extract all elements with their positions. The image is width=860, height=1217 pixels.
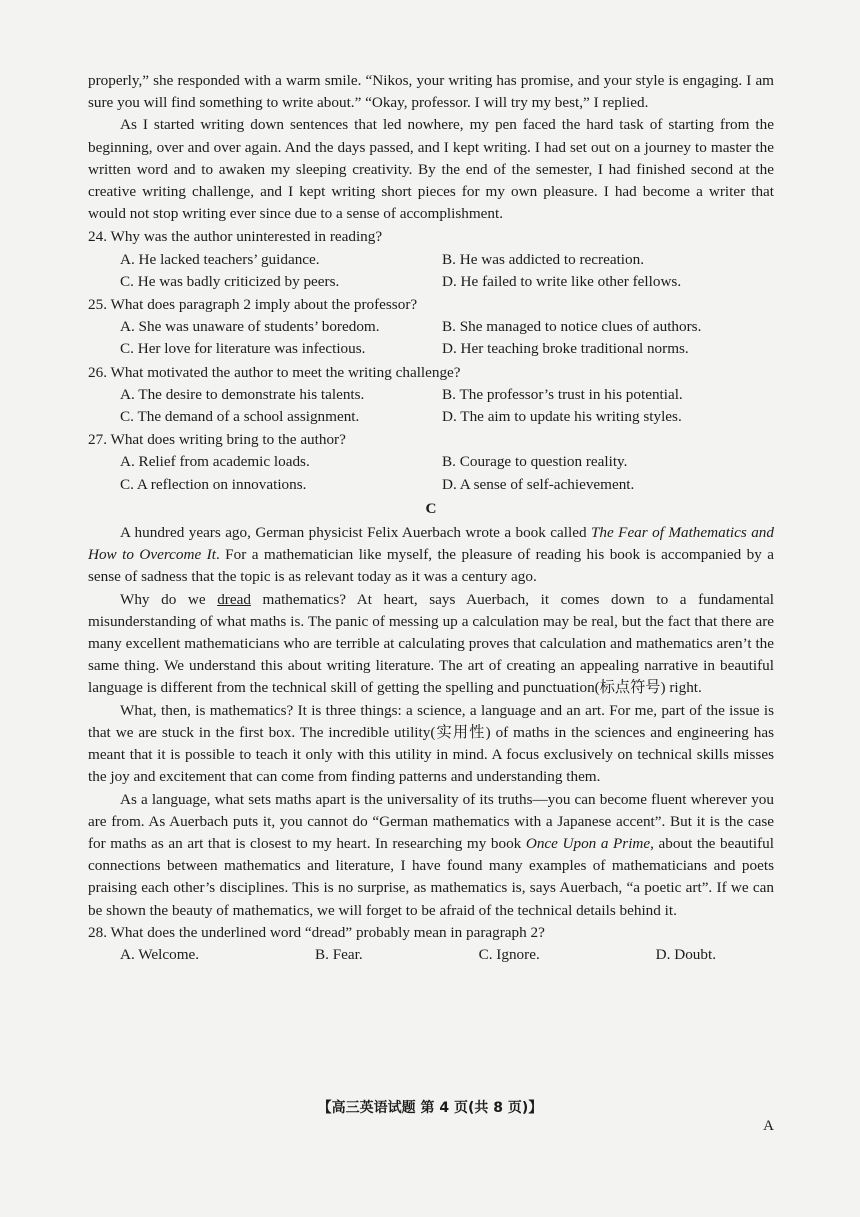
option-d[interactable]: D. Her teaching broke traditional norms.: [442, 340, 689, 358]
option-list: [88, 249, 774, 293]
question-27: [88, 429, 774, 496]
option-b[interactable]: B. The professor’s trust in his potential.: [442, 385, 683, 403]
question-stem: 26. What motivated the author to meet the writing challenge?: [88, 363, 461, 381]
passage-paragraph: [88, 589, 774, 700]
option-b[interactable]: B. He was addicted to recreation.: [442, 250, 644, 268]
text-run: , about the beautiful connections between mathematics and literature, I have found many examples of mathematicians and poets praising each other’s disciplines. This is no surprise, as mathematics is, says Auerbach, “a poetic art”. If we can be shown the beauty of mathematics, we will forget to be afraid of the technical details behind it.: [88, 834, 774, 919]
option-c[interactable]: C. A reflection on innovations.: [120, 475, 307, 493]
option-a[interactable]: A. Welcome.: [120, 945, 200, 963]
option-b[interactable]: B. Courage to question reality.: [442, 453, 628, 471]
option-list: [88, 451, 774, 495]
option-list: [88, 944, 774, 966]
passage-paragraph: [88, 522, 774, 589]
passage-paragraph: properly,” she responded with a warm smile. “Nikos, your writing has promise, and your style is engaging. I am sure you will find something to write about.” “Okay, professor. I will try my best,” I replied.: [88, 72, 774, 112]
option-d[interactable]: D. He failed to write like other fellows.: [442, 272, 682, 290]
option-a[interactable]: A. The desire to demonstrate his talents.: [120, 385, 365, 403]
option-c[interactable]: C. He was badly criticized by peers.: [120, 272, 340, 290]
page-footer: 【高三英语试题 第 4 页(共 8 页)】: [317, 1100, 543, 1116]
paper-version-mark: A: [763, 1118, 774, 1134]
question-26: [88, 362, 774, 429]
option-b[interactable]: B. Fear.: [314, 945, 363, 963]
option-list: [88, 316, 774, 360]
text-run: Why do we: [120, 590, 218, 608]
question-28: [88, 922, 774, 966]
option-a[interactable]: A. She was unaware of students’ boredom.: [120, 318, 380, 336]
passage-paragraph: What, then, is mathematics? It is three things: a science, a language and an art. For me, part of the issue is that we are stuck in the first box. The incredible utility(实用性) of maths in the sciences and engineering has meant that it is possible to teach it only with this utility in mind. A focus exclusively on technical skills misses the joy and excitement that can come from finding patterns and understanding them.: [88, 701, 774, 786]
passage-paragraph: [88, 789, 774, 922]
text-run: As a language, what sets maths apart is the universality of its truths—you can become fluent wherever you are from. As Auerbach puts it, you cannot do “German mathematics with a Japanese accent”. But it is the case for maths as an art that is closest to my heart. In researching my book: [88, 790, 774, 852]
underlined-word: dread: [217, 590, 251, 608]
text-run: mathematics? At heart, says Auerbach, it comes down to a fundamental misunderstanding of what maths is. The panic of messing up a calculation may be real, but the fact that there are many excellent mathematicians who are terrible at calculating proves that calculation and mathematics aren’t the same thing. We understand this about writing literature. The art of creating an appealing narrative in beautiful language is different from the technical skill of getting the spelling and punctuation(标点符号) right.: [88, 590, 774, 697]
option-c[interactable]: C. Her love for literature was infectious.: [120, 340, 366, 358]
option-d[interactable]: D. The aim to update his writing styles.: [442, 408, 682, 426]
passage-paragraph: As I started writing down sentences that led nowhere, my pen faced the hard task of starting from the beginning, over and over again. And the days passed, and I kept writing. I had set out on a journey to master the written word and to awaken my sleeping creativity. By the end of the semester, I had finished second at the creative writing challenge, and I kept writing short pieces for my own pleasure. I had become a writer that would not stop writing ever since due to a sense of accomplishment.: [88, 116, 774, 223]
question-24: [88, 226, 774, 293]
book-title: The Fear of Mathematics and How to Overcome It: [88, 524, 774, 564]
option-d[interactable]: D. Doubt.: [655, 945, 716, 963]
question-stem: 27. What does writing bring to the author?: [88, 431, 346, 449]
text-run: A hundred years ago, German physicist Felix Auerbach wrote a book called: [120, 524, 591, 542]
question-stem: 24. Why was the author uninterested in reading?: [88, 228, 383, 246]
option-list: [88, 384, 774, 428]
option-a[interactable]: A. Relief from academic loads.: [120, 453, 310, 471]
option-c[interactable]: C. The demand of a school assignment.: [120, 408, 360, 426]
book-title: Once Upon a Prime: [525, 834, 651, 852]
option-b[interactable]: B. She managed to notice clues of authors.: [442, 318, 702, 336]
section-heading: C: [425, 499, 437, 517]
question-stem: 28. What does the underlined word “dread” probably mean in paragraph 2?: [88, 923, 545, 941]
option-d[interactable]: D. A sense of self-achievement.: [442, 475, 635, 493]
option-c[interactable]: C. Ignore.: [478, 945, 540, 963]
question-stem: 25. What does paragraph 2 imply about the professor?: [88, 296, 418, 314]
option-a[interactable]: A. He lacked teachers’ guidance.: [120, 250, 320, 268]
text-run: . For a mathematician like myself, the pleasure of reading his book is accompanied by a sense of sadness that the topic is as relevant today as it was a century ago.: [88, 546, 775, 586]
question-25: [88, 294, 774, 361]
